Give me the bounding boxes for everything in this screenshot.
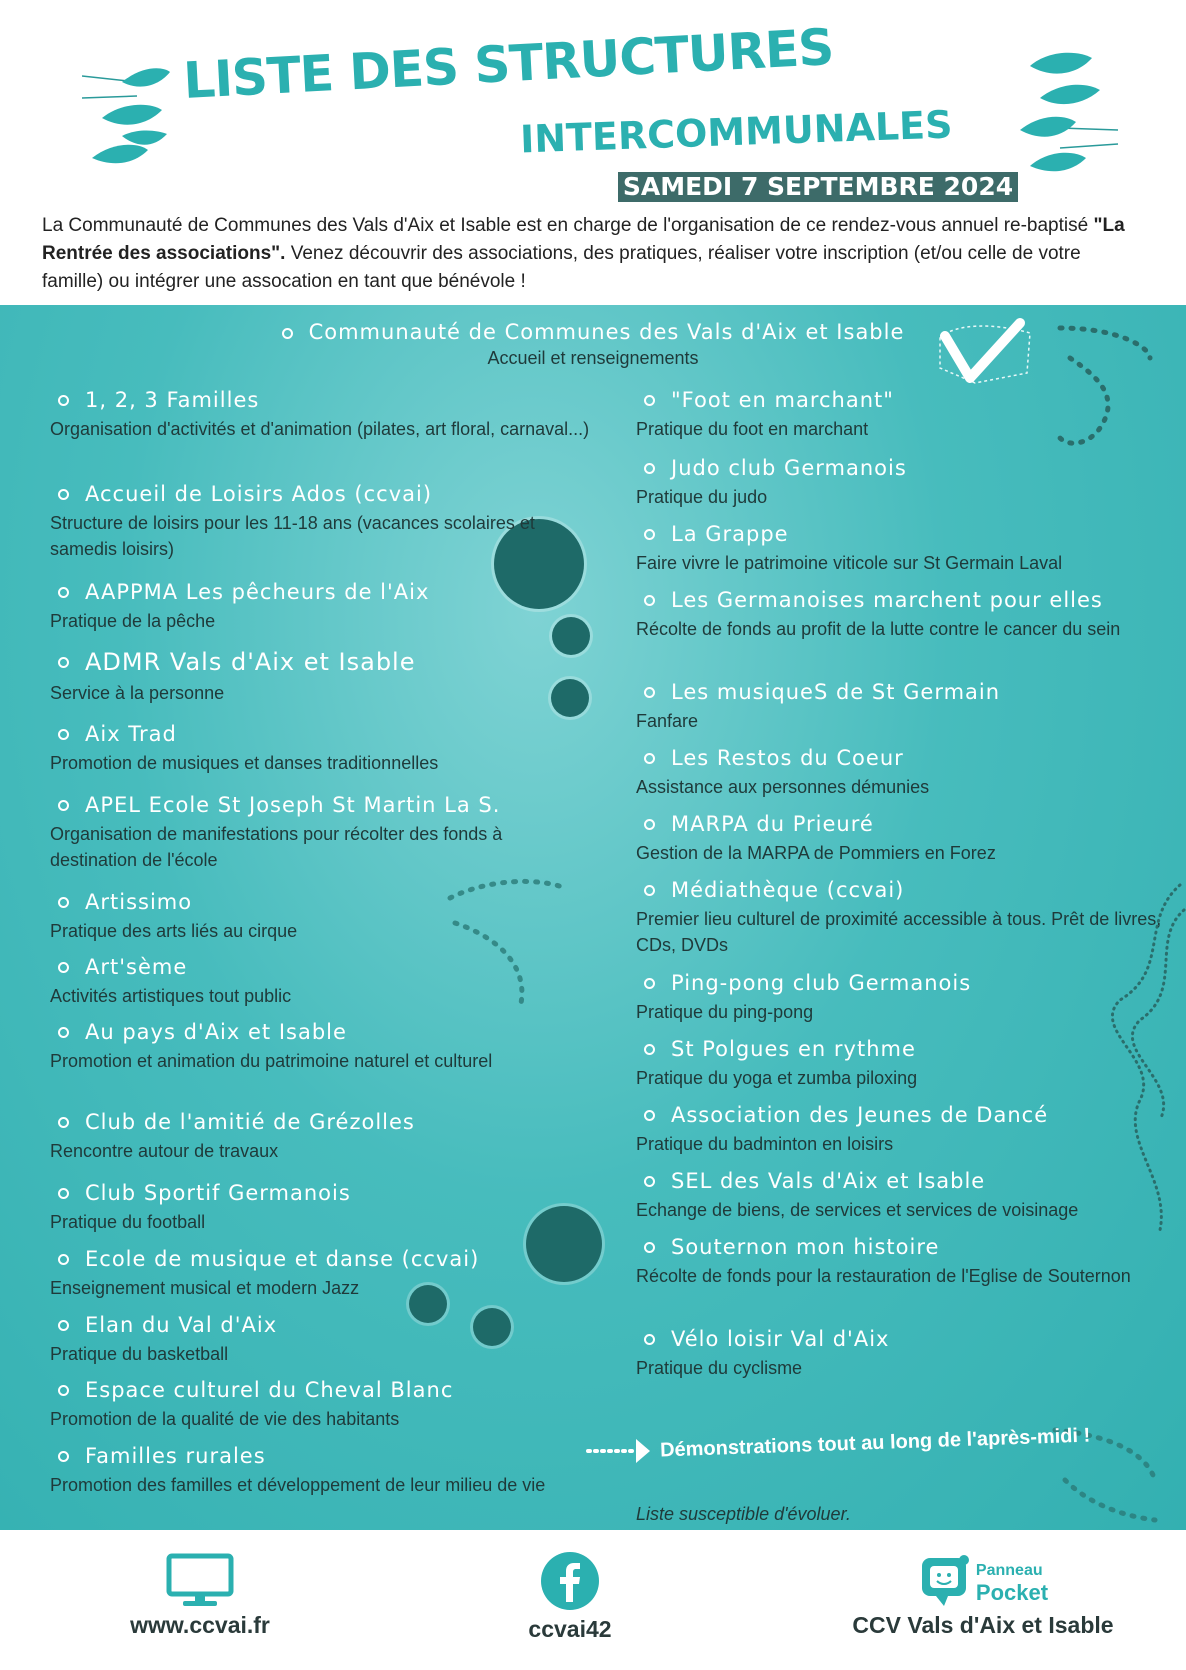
list-item <box>50 1020 590 1074</box>
item-name <box>50 1181 590 1205</box>
item-name <box>636 878 1176 902</box>
item-name <box>636 1235 1176 1259</box>
list-item <box>636 1037 1176 1091</box>
bullet-icon <box>58 1188 69 1199</box>
facebook-label: ccvai42 <box>528 1616 612 1642</box>
item-name-text: Artissimo <box>85 890 193 914</box>
panneau-pocket-link[interactable] <box>838 1552 1128 1639</box>
item-name-text: AAPPMA Les pêcheurs de l'Aix <box>85 580 430 604</box>
item-name-text: Aix Trad <box>85 722 177 746</box>
item-desc: Promotion des familles et développement de leur milieu de vie <box>50 1475 546 1495</box>
item-name-text: Judo club Germanois <box>671 456 907 480</box>
item-desc: Organisation d'activités et d'animation (pilates, art floral, carnaval...) <box>50 419 590 439</box>
item-name-text: ADMR Vals d'Aix et Isable <box>85 648 416 676</box>
ccv-name-text: Communauté de Communes des Vals d'Aix et Isable <box>308 320 905 344</box>
intro-bold: "La Rentrée des associations". <box>42 215 1125 264</box>
item-name <box>636 456 1176 480</box>
item-name-text: Les Germanoises marchent pour elles <box>671 588 1103 612</box>
item-name <box>50 388 590 412</box>
item-name <box>50 722 590 746</box>
item-desc: Structure de loisirs pour les 11-18 ans (vacances scolaires et samedis loisirs) <box>50 513 535 559</box>
list-item <box>636 680 1176 734</box>
item-name-text: Association des Jeunes de Dancé <box>671 1103 1049 1127</box>
item-desc: Pratique du ping-pong <box>636 1002 814 1022</box>
list-item <box>50 793 590 873</box>
list-item <box>636 746 1176 800</box>
bullet-icon <box>58 1451 69 1462</box>
bullet-icon <box>58 489 69 500</box>
list-item <box>636 388 1176 442</box>
list-item <box>50 722 590 776</box>
list-item <box>50 1181 590 1235</box>
bullet-icon <box>58 962 69 973</box>
item-name <box>636 588 1176 612</box>
item-name-text: Familles rurales <box>85 1444 266 1468</box>
item-desc: Assistance aux personnes démunies <box>636 777 930 797</box>
bullet-icon <box>58 395 69 406</box>
bullet-icon <box>58 897 69 908</box>
item-name <box>636 971 1176 995</box>
list-item <box>50 955 590 1009</box>
list-item <box>50 482 590 562</box>
bullet-icon <box>644 1242 655 1253</box>
bullet-icon <box>644 819 655 830</box>
item-name <box>50 955 590 979</box>
ccv-entry <box>0 320 1186 369</box>
bullet-icon <box>58 800 69 811</box>
list-item <box>50 1444 590 1498</box>
facebook-link[interactable] <box>500 1550 640 1643</box>
item-desc: Promotion de musiques et danses traditionnelles <box>50 753 439 773</box>
item-desc: Pratique des arts liés au cirque <box>50 921 298 941</box>
panneau-pocket-icon <box>918 1554 972 1610</box>
item-name-text: St Polgues en rythme <box>671 1037 916 1061</box>
item-name-text: Elan du Val d'Aix <box>85 1313 278 1337</box>
item-name <box>50 890 590 914</box>
list-item <box>636 522 1176 576</box>
item-name <box>50 648 590 676</box>
website-label: www.ccvai.fr <box>130 1612 270 1638</box>
list-item <box>636 1327 1176 1381</box>
item-name <box>636 1169 1176 1193</box>
item-desc: Pratique du judo <box>636 487 768 507</box>
list-item <box>50 580 590 634</box>
monitor-icon <box>165 1552 235 1608</box>
item-name-text: 1, 2, 3 Familles <box>85 388 260 412</box>
bullet-icon <box>58 1320 69 1331</box>
list-item <box>636 588 1176 642</box>
pocket-label: CCV Vals d'Aix et Isable <box>852 1612 1114 1638</box>
bullet-icon <box>644 978 655 989</box>
intro-text <box>42 212 1147 296</box>
bullet-icon <box>58 1385 69 1396</box>
bullet-icon <box>644 885 655 896</box>
item-desc: Echange de biens, de services et services de voisinage <box>636 1200 1079 1220</box>
bullet-icon <box>58 1254 69 1265</box>
item-desc: Activités artistiques tout public <box>50 986 292 1006</box>
item-name-text: Espace culturel du Cheval Blanc <box>85 1378 454 1402</box>
item-name <box>50 1110 590 1134</box>
item-name <box>636 1037 1176 1061</box>
item-name-text: La Grappe <box>671 522 789 546</box>
item-desc: Promotion de la qualité de vie des habitants <box>50 1409 400 1429</box>
item-name-text: APEL Ecole St Joseph St Martin La S. <box>85 793 501 817</box>
list-item <box>636 1103 1176 1157</box>
bullet-icon <box>58 729 69 740</box>
date-banner: SAMEDI 7 SEPTEMBRE 2024 <box>618 172 1018 202</box>
item-name <box>50 1020 590 1044</box>
item-desc: Gestion de la MARPA de Pommiers en Forez <box>636 843 996 863</box>
item-desc: Service à la personne <box>50 683 225 703</box>
item-name-text: "Foot en marchant" <box>671 388 894 412</box>
intro-part2: Venez découvrir des associations, des pratiques, réaliser votre inscription (et/ou celle de votre famille) ou intégrer une assocation en tant que bénévole ! <box>42 243 1081 292</box>
item-name-text: Ping-pong club Germanois <box>671 971 972 995</box>
item-name-text: Ecole de musique et danse (ccvai) <box>85 1247 480 1271</box>
bullet-icon <box>58 1117 69 1128</box>
list-item <box>636 971 1176 1025</box>
item-desc: Pratique du basketball <box>50 1344 229 1364</box>
item-desc: Pratique du cyclisme <box>636 1358 803 1378</box>
list-item <box>50 1110 590 1164</box>
item-name-text: Art'sème <box>85 955 188 979</box>
item-desc: Pratique du badminton en loisirs <box>636 1134 894 1154</box>
item-desc: Premier lieu culturel de proximité accessible à tous. Prêt de livres, CDs, DVDs <box>636 909 1162 955</box>
item-desc: Faire vivre le patrimoine viticole sur St Germain Laval <box>636 553 1063 573</box>
item-desc: Enseignement musical et modern Jazz <box>50 1278 360 1298</box>
item-name <box>50 580 590 604</box>
list-item <box>50 1313 590 1367</box>
list-note: Liste susceptible d'évoluer. <box>636 1504 851 1524</box>
website-link[interactable] <box>110 1552 290 1639</box>
item-name-text: Les Restos du Coeur <box>671 746 904 770</box>
intro-part1: La Communauté de Communes des Vals d'Aix et Isable est en charge de l'organisation de ce rendez-vous annuel re-baptisé <box>42 215 1094 236</box>
header <box>0 0 1186 305</box>
item-name <box>636 680 1176 704</box>
item-desc: Récolte de fonds au profit de la lutte contre le cancer du sein <box>636 619 1121 639</box>
item-desc: Pratique du yoga et zumba piloxing <box>636 1068 918 1088</box>
bullet-icon <box>644 1110 655 1121</box>
ccv-desc: Accueil et renseignements <box>487 348 699 368</box>
item-name <box>636 746 1176 770</box>
list-item <box>50 388 590 442</box>
item-desc: Récolte de fonds pour la restauration de l'Eglise de Souternon <box>636 1266 1131 1286</box>
list-item <box>636 812 1176 866</box>
item-desc: Rencontre autour de travaux <box>50 1141 279 1161</box>
item-name <box>50 793 590 817</box>
panneau-word: Panneau <box>975 1562 1043 1579</box>
bullet-icon <box>644 753 655 764</box>
item-name <box>636 812 1176 836</box>
list-item <box>636 456 1176 510</box>
item-name <box>636 388 1176 412</box>
item-desc: Pratique du foot en marchant <box>636 419 869 439</box>
item-name <box>636 522 1176 546</box>
bullet-icon <box>644 395 655 406</box>
bullet-icon <box>644 1044 655 1055</box>
item-name <box>636 1327 1176 1351</box>
item-name-text: Médiathèque (ccvai) <box>671 878 905 902</box>
item-desc: Fanfare <box>636 711 699 731</box>
dotted-arrow-icon <box>586 1436 656 1466</box>
leaves-right-icon <box>1020 48 1120 178</box>
item-name-text: Au pays d'Aix et Isable <box>85 1020 347 1044</box>
bullet-icon <box>282 328 293 339</box>
item-name-text: Accueil de Loisirs Ados (ccvai) <box>85 482 433 506</box>
bullet-icon <box>644 1176 655 1187</box>
list-item <box>50 1247 590 1301</box>
bullet-icon <box>644 595 655 606</box>
list-item <box>636 1169 1176 1223</box>
item-name-text: Souternon mon histoire <box>671 1235 940 1259</box>
item-desc: Pratique de la pêche <box>50 611 216 631</box>
item-name <box>50 1313 590 1337</box>
item-name-text: Les musiqueS de St Germain <box>671 680 1001 704</box>
item-name <box>50 1247 590 1271</box>
item-name-text: Club de l'amitié de Grézolles <box>85 1110 415 1134</box>
bullet-icon <box>58 587 69 598</box>
panneau-pocket-logo <box>838 1552 1128 1612</box>
item-name-text: MARPA du Prieuré <box>671 812 874 836</box>
list-item <box>636 1235 1176 1289</box>
title-line2: INTERCOMMUNALES <box>519 102 954 162</box>
list-item <box>50 1378 590 1432</box>
item-name <box>50 1378 590 1402</box>
ccv-name <box>0 320 1186 344</box>
item-desc: Promotion et animation du patrimoine naturel et culturel <box>50 1051 493 1071</box>
item-name <box>636 1103 1176 1127</box>
item-desc: Organisation de manifestations pour récolter des fonds à destination de l'école <box>50 824 503 870</box>
bullet-icon <box>644 529 655 540</box>
item-name-text: Vélo loisir Val d'Aix <box>671 1327 890 1351</box>
bullet-icon <box>644 687 655 698</box>
bullet-icon <box>644 1334 655 1345</box>
footer <box>0 1530 1186 1670</box>
demonstrations-text: Démonstrations tout au long de l'après-midi ! <box>659 1424 1091 1462</box>
item-name-text: Club Sportif Germanois <box>85 1181 351 1205</box>
list-item <box>50 890 590 944</box>
bullet-icon <box>644 463 655 474</box>
facebook-icon <box>539 1550 601 1612</box>
list-item <box>636 878 1176 958</box>
bullet-icon <box>58 1027 69 1038</box>
list-item <box>50 648 590 706</box>
pocket-word: Pocket <box>975 1580 1049 1605</box>
item-name <box>50 1444 590 1468</box>
item-name <box>50 482 590 506</box>
bullet-icon <box>58 657 69 668</box>
item-desc: Pratique du football <box>50 1212 206 1232</box>
item-name-text: SEL des Vals d'Aix et Isable <box>671 1169 986 1193</box>
title-line1: LISTE DES STRUCTURES <box>181 18 835 110</box>
leaves-left-icon <box>82 58 172 178</box>
